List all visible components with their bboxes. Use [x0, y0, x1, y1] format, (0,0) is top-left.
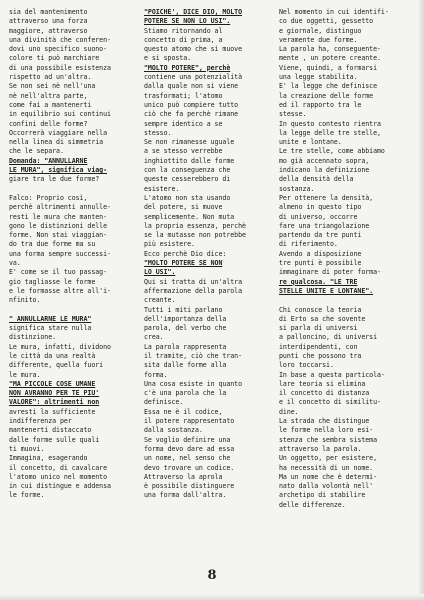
text-line: Tutti i miti parlano	[144, 305, 223, 314]
text-column-1	[9, 8, 135, 501]
text-line: re qualcosa. "LE TRE	[279, 277, 358, 286]
text-line: "MOLTO POTERE", perchè	[144, 63, 231, 72]
text-line: interdipendenti, con	[279, 342, 358, 351]
text-line: Se voglio definire una	[144, 435, 231, 444]
text-line: " ANNULLARNE LE MURA"	[9, 314, 92, 323]
text-line: di una possibile esistenza	[9, 63, 111, 72]
text-line: una legge stabilita.	[279, 73, 358, 82]
text-line: Ma un nome che è determi-	[279, 472, 377, 481]
text-line: Immagina, esagerando	[9, 454, 88, 463]
text-line: E' la legge che definisce	[279, 82, 377, 91]
text-line: distinzione.	[9, 333, 57, 342]
text-line: con la conseguenza che	[144, 166, 231, 175]
text-line: una divinità che conferen-	[9, 35, 111, 44]
text-line: le città da una realtà	[9, 351, 96, 360]
text-line: il tramite, ciò che tran-	[144, 351, 242, 360]
text-line: le mura.	[9, 370, 41, 379]
text-line: unite e lontane.	[279, 138, 342, 147]
text-line: confini delle forme?	[9, 119, 88, 128]
text-line: Occorrerà viaggiare nella	[9, 128, 107, 137]
page-edge-shadow	[418, 0, 424, 600]
text-line: contiene una potenzialità	[144, 73, 242, 82]
text-line: Chi conosce la teoria	[279, 305, 362, 314]
text-line: creante.	[144, 296, 176, 305]
text-line: del potere, si muove	[144, 203, 223, 212]
text-line: sostanza.	[279, 184, 315, 193]
text-line: Un oggetto, per esistere,	[279, 454, 377, 463]
text-line: giare tra le due forme?	[9, 175, 100, 184]
page-number: 8	[207, 568, 217, 583]
text-line: nato dalla volontà nell'	[279, 482, 374, 491]
text-line: Se non sei nè nell'una	[9, 82, 96, 91]
text-line: E' come se il tuo passag-	[9, 268, 107, 277]
text-line: parola, del verbo che	[144, 324, 227, 333]
text-line: dalle forme sulle quali	[9, 435, 100, 444]
text-line: "MOLTO POTERE SE NON	[144, 259, 223, 268]
text-column-3	[279, 8, 415, 510]
text-line: attraverso una forza	[9, 17, 88, 26]
text-line: gono le distinzioni delle	[9, 221, 107, 230]
text-line: Domanda: "ANNULLARNE	[9, 156, 88, 165]
text-line: indifferenza per	[9, 417, 72, 426]
text-line: e si sposta.	[144, 54, 192, 63]
text-line: nella linea di simmetria	[9, 138, 104, 147]
text-line: punti che possono tra	[279, 351, 362, 360]
text-line: si parla di universi	[279, 324, 358, 333]
text-line: almeno in questo tipo	[279, 203, 362, 212]
text-line: ciò che fa perchè rimane	[144, 110, 239, 119]
text-line: resti le mura che manten-	[9, 212, 107, 221]
text-line: l'atomo unico nel momento	[9, 472, 107, 481]
text-line: colore ti può marchiare	[9, 54, 100, 63]
text-line: do tra due forme ma su	[9, 240, 96, 249]
text-line: Ecco perchè Dio dice:	[144, 249, 227, 258]
text-line: che le separa.	[9, 147, 64, 156]
text-line: Falco: Proprio così,	[9, 193, 88, 202]
text-line: in cui distingue e addensa	[9, 482, 111, 491]
text-line: "MA PICCOLE COSE UMANE	[9, 379, 96, 388]
text-line: LO USI".	[144, 268, 176, 277]
text-line: unico può compiere tutto	[144, 100, 239, 109]
text-line: STELLE UNITE E LONTANE".	[279, 286, 374, 295]
text-line: la legge delle tre stelle,	[279, 128, 381, 137]
text-line: e le formasse altre all'i-	[9, 286, 111, 295]
text-line: L'atomo non sta usando	[144, 193, 231, 202]
text-line: c'è una parola che la	[144, 389, 227, 398]
text-line: il potere rappresentato	[144, 417, 235, 426]
text-line: Una cosa esiste in quanto	[144, 379, 242, 388]
text-line: le forme nella loro esi-	[279, 426, 374, 435]
text-line: forma.	[144, 370, 168, 379]
text-line: significa stare nulla	[9, 324, 92, 333]
text-line: attraverso la parola.	[279, 444, 362, 453]
text-line: definisce.	[144, 398, 184, 407]
text-line: va.	[9, 259, 21, 268]
text-line: Qui si tratta di un'altra	[144, 277, 242, 286]
text-line: avresti la sufficiente	[9, 407, 96, 416]
text-line: lare teoria si elimina	[279, 379, 366, 388]
text-line: inghiottito dalle forme	[144, 156, 235, 165]
text-line: perchè altrimenti annulle-	[9, 203, 111, 212]
text-line: affermazione della parola	[144, 286, 242, 295]
text-line: Attraverso la aprola	[144, 472, 223, 481]
text-line: maggiore, attraverso	[9, 26, 88, 35]
text-line: il concetto di distanza	[279, 389, 370, 398]
text-line: indicano la definizione	[279, 166, 370, 175]
text-line	[9, 306, 135, 315]
text-line: di Erto sa che sovente	[279, 314, 366, 323]
text-line: VALORE": altrimenti non	[9, 398, 100, 407]
text-line: mo già accennato sopra,	[279, 156, 370, 165]
text-line: una forma dall'altra.	[144, 491, 227, 500]
text-line: a se stesso verrebbe	[144, 147, 223, 156]
text-line: le forme.	[9, 491, 45, 500]
text-line: gio tagliasse le forme	[9, 277, 96, 286]
text-line: crea.	[144, 333, 164, 342]
text-line: queste cesserebbero di	[144, 175, 231, 184]
text-line: partendo da tre punti	[279, 231, 362, 240]
text-line: stesso.	[144, 128, 172, 137]
text-line: è possibile distinguere	[144, 482, 235, 491]
text-line: dell'importanza della	[144, 314, 227, 323]
text-line: mantenerti distaccato	[9, 426, 92, 435]
text-line: La parola ha, conseguente-	[279, 45, 381, 54]
text-line: dine.	[279, 407, 299, 416]
text-line: questo atomo che si muove	[144, 45, 242, 54]
text-line: tre punti è possibile	[279, 259, 362, 268]
text-line: come fai a mantenerti	[9, 100, 92, 109]
text-line: archetipo di stabilire	[279, 491, 366, 500]
text-line: In base a questa particola-	[279, 370, 385, 379]
text-line: veramente due forme.	[279, 35, 358, 44]
text-line: La strada che distingue	[279, 417, 370, 426]
text-line: e il concetto di similitu-	[279, 398, 381, 407]
text-line: esistere.	[144, 184, 180, 193]
text-line: co due oggetti, gessetto	[279, 17, 374, 26]
text-line: forma devo dare ad essa	[144, 444, 235, 453]
text-line: POTERE SE NON LO USI".	[144, 17, 231, 26]
text-line: differente, quella fuori	[9, 361, 104, 370]
text-line: dalla sostanza.	[144, 426, 203, 435]
text-line: più esistere.	[144, 240, 195, 249]
text-line: la creazione delle forme	[279, 91, 374, 100]
page-bottom-shadow	[0, 594, 424, 600]
text-line: Viene, quindi, a formarsi	[279, 63, 377, 72]
text-line: della densità della	[279, 175, 354, 184]
text-line: dovi uno specifico suono-	[9, 45, 107, 54]
text-line: il concetto, di cavalcare	[9, 463, 107, 472]
text-line: di universo, occorre	[279, 212, 358, 221]
text-line: ed il rapporto tra le	[279, 100, 362, 109]
text-line: sita dalle forme alla	[144, 361, 227, 370]
text-line	[9, 185, 135, 194]
text-line: semplicemente. Non muta	[144, 212, 235, 221]
text-line: e giornale, distinguo	[279, 26, 362, 35]
text-line: "POICHE', DICE DIO, MOLTO	[144, 8, 242, 16]
text-line: forme. Non stai viaggian-	[9, 231, 107, 240]
text-line: nè nell'altra parte,	[9, 91, 88, 100]
text-line: Le mura, infatti, dividono	[9, 342, 111, 351]
text-line: a palloncino, di universi	[279, 333, 377, 342]
text-line: mente , un potere creante.	[279, 54, 381, 63]
text-line: LE MURA", significa viag-	[9, 166, 107, 175]
text-line: Avendo a disposizione	[279, 249, 362, 258]
text-line: NON AVRANNO PER TE PIU'	[9, 389, 100, 398]
text-line: In questo contesto rientra	[279, 119, 381, 128]
text-line: loro toccarsi.	[279, 361, 334, 370]
text-line: Se non rimanesse uguale	[144, 138, 235, 147]
text-line: stenza che sembra sistema	[279, 435, 377, 444]
text-line: fare una triangolazione	[279, 221, 370, 230]
text-line: La parola rappresenta	[144, 342, 227, 351]
text-line: sempre identico a se	[144, 119, 223, 128]
text-line: Stiamo ritornando al	[144, 26, 223, 35]
text-line: un nome, nel senso che	[144, 454, 231, 463]
text-line: immaginare di poter forma-	[279, 268, 381, 277]
text-line: ha necessità di un nome.	[279, 463, 374, 472]
text-line: trasformati; l'atomo	[144, 91, 223, 100]
text-line: sia del mantenimento	[9, 8, 88, 16]
text-line: la propria essenza, perchè	[144, 221, 246, 230]
text-line: in equilibrio sui continui	[9, 110, 111, 119]
text-line: ti muovi.	[9, 444, 45, 453]
text-line: di riferimento.	[279, 240, 338, 249]
text-line	[279, 296, 415, 305]
text-line: se la mutasse non potrebbe	[144, 231, 246, 240]
text-line: Essa ne è il codice,	[144, 407, 223, 416]
text-line: concetto di prima, a	[144, 35, 223, 44]
text-line: delle differenze.	[279, 500, 346, 509]
text-line: dalla quale non si viene	[144, 82, 239, 91]
text-line: devo trovare un codice.	[144, 463, 235, 472]
text-column-2	[144, 8, 270, 501]
text-line: Le tre stelle, come abbiamo	[279, 147, 385, 156]
text-line: Nel momento in cui identifi-	[279, 8, 389, 16]
text-line: Per ottenere la densità,	[279, 193, 374, 202]
text-line: rispetto ad un'altra.	[9, 73, 92, 82]
text-line: una forma sempre successi-	[9, 249, 111, 258]
text-line: stesse.	[279, 110, 307, 119]
text-line: nfinito.	[9, 296, 41, 305]
